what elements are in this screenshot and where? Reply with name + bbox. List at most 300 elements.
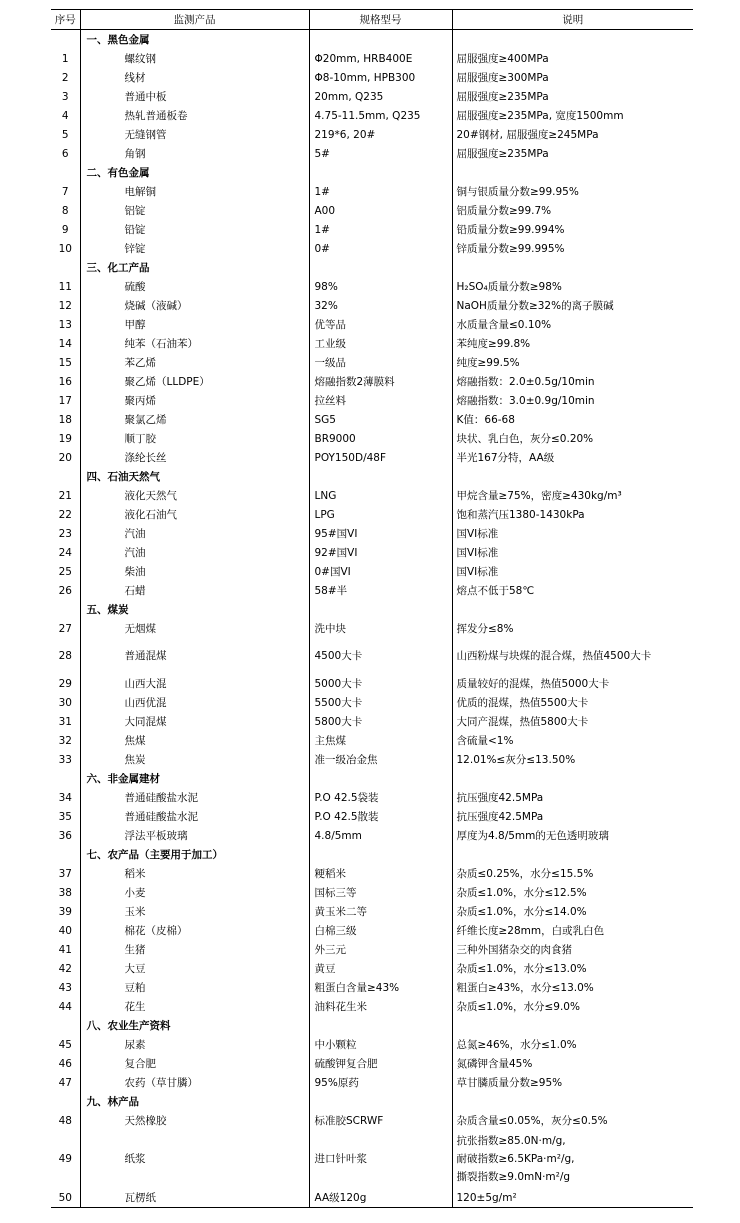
row-desc: 12.01%≤灰分≤13.50% xyxy=(456,753,576,766)
section-spec-cell xyxy=(309,1016,452,1035)
row-no: 45 xyxy=(51,1035,80,1054)
row-product: 花生 xyxy=(80,997,309,1016)
row-spec: 4.8/5mm xyxy=(309,826,452,845)
row-desc-line: 抗张指数≥85.0N·m/g, xyxy=(456,1135,566,1147)
row-product: 硫酸 xyxy=(80,277,309,296)
row-no: 13 xyxy=(51,315,80,334)
row-no: 32 xyxy=(51,731,80,750)
row-spec: 一级品 xyxy=(309,353,452,372)
table-row xyxy=(51,940,693,959)
table-row xyxy=(51,638,693,674)
row-no: 23 xyxy=(51,524,80,543)
row-product: 瓦楞纸 xyxy=(80,1188,309,1208)
table-row xyxy=(51,788,693,807)
table-row xyxy=(51,448,693,467)
row-no: 17 xyxy=(51,391,80,410)
row-no: 34 xyxy=(51,788,80,807)
row-spec: POY150D/48F xyxy=(309,448,452,467)
table-row xyxy=(51,220,693,239)
row-no: 27 xyxy=(51,619,80,638)
row-spec: 4.75-11.5mm, Q235 xyxy=(309,106,452,125)
row-desc: 屈服强度≥235MPa, 宽度1500mm xyxy=(456,109,624,122)
row-spec: 硫酸钾复合肥 xyxy=(309,1054,452,1073)
row-desc: 抗压强度42.5MPa xyxy=(456,791,544,804)
row-no: 12 xyxy=(51,296,80,315)
row-no: 24 xyxy=(51,543,80,562)
row-spec: 20mm, Q235 xyxy=(309,87,452,106)
row-product: 涤纶长丝 xyxy=(80,448,309,467)
section-desc-cell xyxy=(452,769,693,788)
row-desc: 抗压强度42.5MPa xyxy=(456,810,544,823)
row-desc-line: 撕裂指数≥9.0mN·m²/g xyxy=(456,1171,571,1183)
row-product: 普通硅酸盐水泥 xyxy=(80,807,309,826)
section-spec-cell xyxy=(309,769,452,788)
row-product: 电解铜 xyxy=(80,182,309,201)
row-product: 石蜡 xyxy=(80,581,309,600)
section-title: 七、农产品（主要用于加工） xyxy=(80,845,309,864)
row-product: 纯苯（石油苯） xyxy=(80,334,309,353)
row-no: 42 xyxy=(51,959,80,978)
table-row xyxy=(51,1111,693,1130)
row-desc: 山西粉煤与块煤的混合煤，热值4500大卡 xyxy=(456,650,652,662)
row-spec: 0# xyxy=(309,239,452,258)
row-spec: AA级120g xyxy=(309,1188,452,1208)
table-row xyxy=(51,959,693,978)
table-row xyxy=(51,1035,693,1054)
row-product: 无缝钢管 xyxy=(80,125,309,144)
row-desc: 半光167分特，AA级 xyxy=(456,451,555,464)
row-no: 50 xyxy=(51,1188,80,1208)
row-desc: 120±5g/m² xyxy=(452,1188,693,1208)
row-spec: 进口针叶浆 xyxy=(309,1130,452,1188)
row-product: 聚丙烯 xyxy=(80,391,309,410)
table-row xyxy=(51,921,693,940)
row-spec: 5500大卡 xyxy=(309,693,452,712)
row-desc: 厚度为4.8/5mm的无色透明玻璃 xyxy=(456,829,609,842)
row-desc: 大同产混煤，热值5800大卡 xyxy=(456,715,589,728)
section-spec-cell xyxy=(309,845,452,864)
row-no: 47 xyxy=(51,1073,80,1092)
section-no-cell xyxy=(51,467,80,486)
section-row xyxy=(51,1092,693,1111)
section-row xyxy=(51,769,693,788)
row-desc: 国VI标准 xyxy=(456,565,499,578)
row-spec: 0#国VI xyxy=(309,562,452,581)
section-desc-cell xyxy=(452,1016,693,1035)
row-no: 4 xyxy=(51,106,80,125)
row-no: 44 xyxy=(51,997,80,1016)
row-spec: 95%原药 xyxy=(309,1073,452,1092)
row-no: 1 xyxy=(51,49,80,68)
table-row xyxy=(51,182,693,201)
row-no: 38 xyxy=(51,883,80,902)
row-product: 锌锭 xyxy=(80,239,309,258)
section-no-cell xyxy=(51,769,80,788)
row-no: 19 xyxy=(51,429,80,448)
table-row xyxy=(51,315,693,334)
row-no: 41 xyxy=(51,940,80,959)
section-title: 一、黑色金属 xyxy=(80,30,309,50)
table-row xyxy=(51,524,693,543)
table-row xyxy=(51,997,693,1016)
header-no: 序号 xyxy=(51,10,80,30)
row-product: 焦煤 xyxy=(80,731,309,750)
row-no: 21 xyxy=(51,486,80,505)
table-row xyxy=(51,144,693,163)
row-spec: 国标三等 xyxy=(309,883,452,902)
row-desc: 屈服强度≥235MPa xyxy=(456,147,549,160)
row-spec: 黄豆 xyxy=(309,959,452,978)
row-desc: 杂质含量≤0.05%，灰分≤0.5% xyxy=(456,1114,608,1127)
section-title: 三、化工产品 xyxy=(80,258,309,277)
row-product: 汽油 xyxy=(80,524,309,543)
section-row xyxy=(51,600,693,619)
row-product: 稻米 xyxy=(80,864,309,883)
row-product: 大同混煤 xyxy=(80,712,309,731)
monitoring-products-table xyxy=(51,9,693,1208)
row-desc: 国VI标准 xyxy=(456,527,499,540)
row-desc: 熔融指数：3.0±0.9g/10min xyxy=(456,394,595,407)
row-spec: 5800大卡 xyxy=(309,712,452,731)
table-row xyxy=(51,712,693,731)
row-no: 49 xyxy=(51,1130,80,1188)
table-row xyxy=(51,864,693,883)
table-row xyxy=(51,201,693,220)
table-row xyxy=(51,826,693,845)
row-no: 10 xyxy=(51,239,80,258)
table-header-row xyxy=(51,10,693,30)
row-product: 纸浆 xyxy=(80,1130,309,1188)
table-row xyxy=(51,391,693,410)
section-title: 九、林产品 xyxy=(80,1092,309,1111)
row-spec: 外三元 xyxy=(309,940,452,959)
row-no: 25 xyxy=(51,562,80,581)
section-desc-cell xyxy=(452,30,693,50)
row-spec: BR9000 xyxy=(309,429,452,448)
row-spec: 标准胶SCRWF xyxy=(309,1111,452,1130)
row-desc: NaOH质量分数≥32%的离子膜碱 xyxy=(456,299,614,312)
table-row xyxy=(51,1130,693,1188)
table-row xyxy=(51,334,693,353)
section-desc-cell xyxy=(452,258,693,277)
section-row xyxy=(51,163,693,182)
row-desc: 杂质≤1.0%，水分≤14.0% xyxy=(456,905,587,918)
section-no-cell xyxy=(51,258,80,277)
row-no: 46 xyxy=(51,1054,80,1073)
row-desc: 纯度≥99.5% xyxy=(456,356,520,369)
row-no: 18 xyxy=(51,410,80,429)
row-no: 22 xyxy=(51,505,80,524)
row-product: 浮法平板玻璃 xyxy=(80,826,309,845)
row-desc: 含硫量<1% xyxy=(456,734,514,747)
section-spec-cell xyxy=(309,600,452,619)
row-spec: P.O 42.5袋装 xyxy=(309,788,452,807)
row-no: 37 xyxy=(51,864,80,883)
row-desc: 氮磷钾含量45% xyxy=(456,1057,533,1070)
row-spec: 4500大卡 xyxy=(309,638,452,674)
row-desc: 铜与银质量分数≥99.95% xyxy=(456,185,579,198)
row-no: 40 xyxy=(51,921,80,940)
table-row xyxy=(51,372,693,391)
row-product: 小麦 xyxy=(80,883,309,902)
section-spec-cell xyxy=(309,30,452,50)
row-desc: K值：66-68 xyxy=(456,413,515,426)
table-row xyxy=(51,49,693,68)
table-row xyxy=(51,619,693,638)
row-product: 焦炭 xyxy=(80,750,309,769)
row-no: 7 xyxy=(51,182,80,201)
row-product: 螺纹钢 xyxy=(80,49,309,68)
section-no-cell xyxy=(51,1092,80,1111)
row-spec: LPG xyxy=(309,505,452,524)
row-desc: 锌质量分数≥99.995% xyxy=(456,242,565,255)
row-product: 豆粕 xyxy=(80,978,309,997)
row-product: 山西大混 xyxy=(80,674,309,693)
row-product: 聚氯乙烯 xyxy=(80,410,309,429)
row-spec: 中小颗粒 xyxy=(309,1035,452,1054)
header-desc: 说明 xyxy=(452,10,693,30)
row-no: 14 xyxy=(51,334,80,353)
row-product: 普通硅酸盐水泥 xyxy=(80,788,309,807)
row-desc: 块状、乳白色，灰分≤0.20% xyxy=(456,432,594,445)
section-desc-cell xyxy=(452,845,693,864)
section-no-cell xyxy=(51,163,80,182)
row-desc xyxy=(452,1130,693,1188)
row-no: 39 xyxy=(51,902,80,921)
row-product: 甲醇 xyxy=(80,315,309,334)
row-spec: Φ20mm, HRB400E xyxy=(309,49,452,68)
row-product: 山西优混 xyxy=(80,693,309,712)
row-spec: P.O 42.5散装 xyxy=(309,807,452,826)
row-spec: 拉丝料 xyxy=(309,391,452,410)
table-row xyxy=(51,1073,693,1092)
row-no: 36 xyxy=(51,826,80,845)
row-spec: 粗蛋白含量≥43% xyxy=(309,978,452,997)
row-no: 15 xyxy=(51,353,80,372)
section-desc-cell xyxy=(452,163,693,182)
row-no: 8 xyxy=(51,201,80,220)
row-desc: 杂质≤1.0%，水分≤12.5% xyxy=(456,886,587,899)
section-spec-cell xyxy=(309,1092,452,1111)
table-row xyxy=(51,562,693,581)
row-spec: 1# xyxy=(309,220,452,239)
row-no: 35 xyxy=(51,807,80,826)
table-row xyxy=(51,674,693,693)
section-title: 六、非金属建材 xyxy=(80,769,309,788)
section-row xyxy=(51,258,693,277)
row-no: 20 xyxy=(51,448,80,467)
row-no: 3 xyxy=(51,87,80,106)
row-spec: 洗中块 xyxy=(309,619,452,638)
section-row xyxy=(51,30,693,50)
section-no-cell xyxy=(51,845,80,864)
section-title: 四、石油天然气 xyxy=(80,467,309,486)
row-desc: 草甘膦质量分数≥95% xyxy=(456,1076,563,1089)
row-desc: 熔融指数：2.0±0.5g/10min xyxy=(456,375,595,388)
row-product: 顺丁胶 xyxy=(80,429,309,448)
section-title: 二、有色金属 xyxy=(80,163,309,182)
row-product: 铝锭 xyxy=(80,201,309,220)
row-no: 16 xyxy=(51,372,80,391)
table-row xyxy=(51,429,693,448)
section-desc-cell xyxy=(452,1092,693,1111)
section-desc-cell xyxy=(452,467,693,486)
row-product: 铅锭 xyxy=(80,220,309,239)
row-no: 11 xyxy=(51,277,80,296)
row-desc: 挥发分≤8% xyxy=(456,622,514,635)
row-product: 柴油 xyxy=(80,562,309,581)
row-spec: 5000大卡 xyxy=(309,674,452,693)
row-no: 30 xyxy=(51,693,80,712)
row-spec: SG5 xyxy=(309,410,452,429)
header-product: 监测产品 xyxy=(80,10,309,30)
row-desc: 铅质量分数≥99.994% xyxy=(456,223,565,236)
row-spec: 优等品 xyxy=(309,315,452,334)
table-row xyxy=(51,505,693,524)
row-spec: 白棉三级 xyxy=(309,921,452,940)
row-spec: 219*6, 20# xyxy=(309,125,452,144)
table-row xyxy=(51,296,693,315)
row-spec: 32% xyxy=(309,296,452,315)
row-desc: 20#钢材, 屈服强度≥245MPa xyxy=(456,128,599,141)
row-product: 大豆 xyxy=(80,959,309,978)
section-row xyxy=(51,467,693,486)
row-product: 生猪 xyxy=(80,940,309,959)
row-product: 汽油 xyxy=(80,543,309,562)
row-product: 天然橡胶 xyxy=(80,1111,309,1130)
row-spec: 58#半 xyxy=(309,581,452,600)
row-product: 普通中板 xyxy=(80,87,309,106)
row-desc: 杂质≤0.25%，水分≤15.5% xyxy=(456,867,594,880)
table-row xyxy=(51,750,693,769)
table-row xyxy=(51,277,693,296)
section-spec-cell xyxy=(309,163,452,182)
row-spec: 5# xyxy=(309,144,452,163)
row-product: 无烟煤 xyxy=(80,619,309,638)
monitoring-products-table-container xyxy=(51,9,693,1208)
row-desc: 国VI标准 xyxy=(456,546,499,559)
row-product: 热轧普通板卷 xyxy=(80,106,309,125)
section-row xyxy=(51,845,693,864)
section-spec-cell xyxy=(309,467,452,486)
header-spec: 规格型号 xyxy=(309,10,452,30)
table-row xyxy=(51,87,693,106)
row-desc: 铝质量分数≥99.7% xyxy=(456,204,552,217)
table-row xyxy=(51,902,693,921)
section-desc-cell xyxy=(452,600,693,619)
row-no: 9 xyxy=(51,220,80,239)
section-title: 五、煤炭 xyxy=(80,600,309,619)
row-spec: 粳稻米 xyxy=(309,864,452,883)
row-spec: 油料花生米 xyxy=(309,997,452,1016)
row-desc: 总氮≥46%，水分≤1.0% xyxy=(456,1038,577,1051)
row-desc: 优质的混煤，热值5500大卡 xyxy=(456,696,589,709)
row-desc: 三种外国猪杂交的肉食猪 xyxy=(456,943,572,956)
table-row xyxy=(51,1188,693,1208)
row-no: 28 xyxy=(51,638,80,674)
row-desc: 水质量含量≤0.10% xyxy=(456,318,552,331)
row-product: 尿素 xyxy=(80,1035,309,1054)
table-row xyxy=(51,410,693,429)
row-spec: 95#国VI xyxy=(309,524,452,543)
row-desc: 纤维长度≥28mm，白或乳白色 xyxy=(456,924,605,937)
table-row xyxy=(51,239,693,258)
table-row xyxy=(51,581,693,600)
section-no-cell xyxy=(51,30,80,50)
row-desc: 熔点不低于58℃ xyxy=(456,584,535,597)
row-spec: 黄玉米二等 xyxy=(309,902,452,921)
row-no: 26 xyxy=(51,581,80,600)
row-product: 角钢 xyxy=(80,144,309,163)
row-product: 玉米 xyxy=(80,902,309,921)
table-row xyxy=(51,68,693,87)
section-no-cell xyxy=(51,1016,80,1035)
section-row xyxy=(51,1016,693,1035)
row-product: 复合肥 xyxy=(80,1054,309,1073)
row-no: 2 xyxy=(51,68,80,87)
row-spec: 准一级冶金焦 xyxy=(309,750,452,769)
table-row xyxy=(51,693,693,712)
row-no: 31 xyxy=(51,712,80,731)
row-desc-line: 耐破指数≥6.5KPa·m²/g, xyxy=(456,1153,575,1165)
row-spec: 熔融指数2薄膜料 xyxy=(309,372,452,391)
row-product: 液化石油气 xyxy=(80,505,309,524)
row-spec: 98% xyxy=(309,277,452,296)
row-desc: 杂质≤1.0%，水分≤9.0% xyxy=(456,1000,580,1013)
row-desc: 质量较好的混煤，热值5000大卡 xyxy=(456,677,610,690)
row-product: 烧碱（液碱） xyxy=(80,296,309,315)
section-spec-cell xyxy=(309,258,452,277)
row-product: 液化天然气 xyxy=(80,486,309,505)
row-no: 29 xyxy=(51,674,80,693)
table-row xyxy=(51,106,693,125)
row-product: 农药（草甘膦） xyxy=(80,1073,309,1092)
table-row xyxy=(51,125,693,144)
row-product: 普通混煤 xyxy=(80,638,309,674)
row-desc: 饱和蒸汽压1380-1430kPa xyxy=(456,508,585,521)
table-row xyxy=(51,543,693,562)
row-spec: Φ8-10mm, HPB300 xyxy=(309,68,452,87)
section-no-cell xyxy=(51,600,80,619)
row-spec: 主焦煤 xyxy=(309,731,452,750)
row-no: 6 xyxy=(51,144,80,163)
table-row xyxy=(51,353,693,372)
row-product: 聚乙烯（LLDPE） xyxy=(80,372,309,391)
row-product: 棉花（皮棉） xyxy=(80,921,309,940)
row-desc: 屈服强度≥400MPa xyxy=(456,52,549,65)
table-body xyxy=(51,30,693,1208)
section-title: 八、农业生产资料 xyxy=(80,1016,309,1035)
row-desc: H₂SO₄质量分数≥98% xyxy=(456,280,562,293)
table-row xyxy=(51,1054,693,1073)
row-desc: 杂质≤1.0%，水分≤13.0% xyxy=(456,962,587,975)
table-row xyxy=(51,807,693,826)
row-desc: 屈服强度≥300MPa xyxy=(456,71,549,84)
table-row xyxy=(51,978,693,997)
row-spec: 92#国VI xyxy=(309,543,452,562)
row-desc: 粗蛋白≥43%，水分≤13.0% xyxy=(456,981,594,994)
row-spec: 1# xyxy=(309,182,452,201)
row-product: 线材 xyxy=(80,68,309,87)
row-spec: 工业级 xyxy=(309,334,452,353)
row-desc: 苯纯度≥99.8% xyxy=(456,337,531,350)
row-no: 48 xyxy=(51,1111,80,1130)
row-no: 33 xyxy=(51,750,80,769)
row-spec: A00 xyxy=(309,201,452,220)
row-no: 5 xyxy=(51,125,80,144)
table-row xyxy=(51,731,693,750)
table-row xyxy=(51,883,693,902)
